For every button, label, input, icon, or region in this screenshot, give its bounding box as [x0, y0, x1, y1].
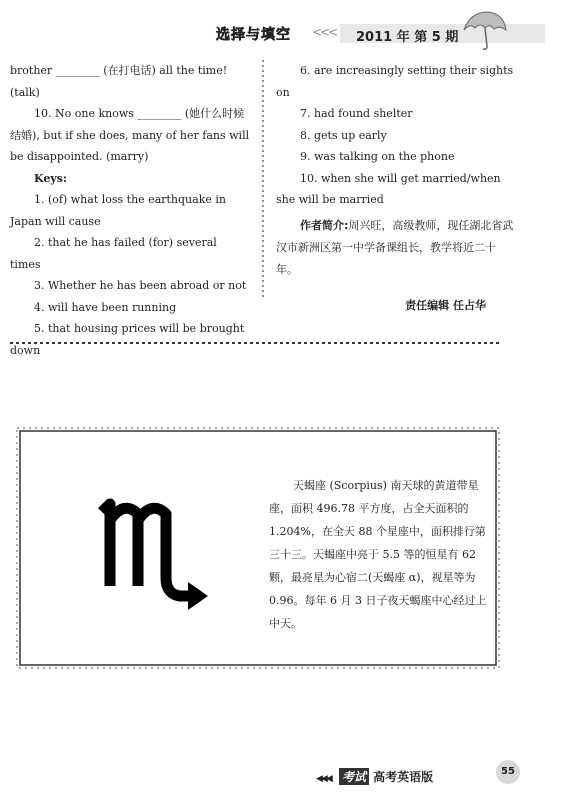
scorpius-box	[16, 427, 500, 669]
page-footer	[316, 768, 433, 785]
column-divider	[260, 60, 266, 300]
exercise-9-continuation: brother ________ (在打电话) all the time! (talk)	[10, 64, 228, 99]
scorpius-description: 天蝎座 (Scorpius) 南天球的黄道带星座，面积 496.78 平方度，占全天面积的 1.204%，在全天 88 个星座中，面积排行第三十三。天蝎座中亮于 5.5 等的恒星有 62 颗，最亮星为心宿二(天蝎座 α)，视星等为 0.96。每年 6 月 3 日子夜天蝎座中心经过上中天。	[269, 479, 487, 630]
key-item: 6. are increasingly setting their sights on	[276, 64, 514, 99]
key-item: 9. was talking on the phone	[300, 150, 455, 163]
key-item: 7. had found shelter	[300, 107, 413, 120]
publication-title: 高考英语版	[373, 770, 434, 784]
exercise-10: 10. No one knows ________ (她什么时候结婚), but if she does, many of her fans will be disappointed. (marry)	[10, 107, 250, 163]
key-item: 8. gets up early	[300, 128, 387, 142]
publication-badge: 考试	[339, 768, 369, 785]
scorpio-icon	[96, 482, 236, 622]
author-label: 作者简介:	[300, 218, 349, 232]
keys-title: Keys:	[34, 171, 67, 185]
editor-credit: 责任编辑 任占华	[405, 298, 486, 312]
scorpio-symbol	[96, 482, 236, 622]
issue-label: 2011 年 第 5 期	[356, 30, 459, 45]
author-text: 周兴旺，高级教师，现任湖北省武汉市新洲区第一中学备课组长，教学将近二十年。	[276, 218, 514, 276]
key-item: 5. that housing prices will be brought down	[10, 322, 245, 357]
section-divider	[10, 340, 500, 346]
umbrella-icon	[460, 8, 508, 52]
page-number: 55	[496, 760, 520, 784]
page-header	[216, 24, 570, 45]
right-column	[276, 60, 516, 316]
arrows-icon: ◀◀◀	[316, 774, 331, 784]
section-title: 选择与填空	[216, 27, 291, 43]
key-item: 3. Whether he has been abroad or not	[34, 279, 247, 292]
chevrons-icon: <<<	[312, 25, 337, 39]
left-column	[10, 60, 250, 361]
key-item: 4. will have been running	[34, 300, 177, 314]
key-item: 2. that he has failed (for) several times	[10, 236, 217, 271]
key-item: 1. (of) what loss the earthquake in Japan will cause	[10, 193, 226, 228]
key-item: 10. when she will get married/when she will be married	[276, 171, 501, 206]
author-bio	[276, 215, 516, 281]
